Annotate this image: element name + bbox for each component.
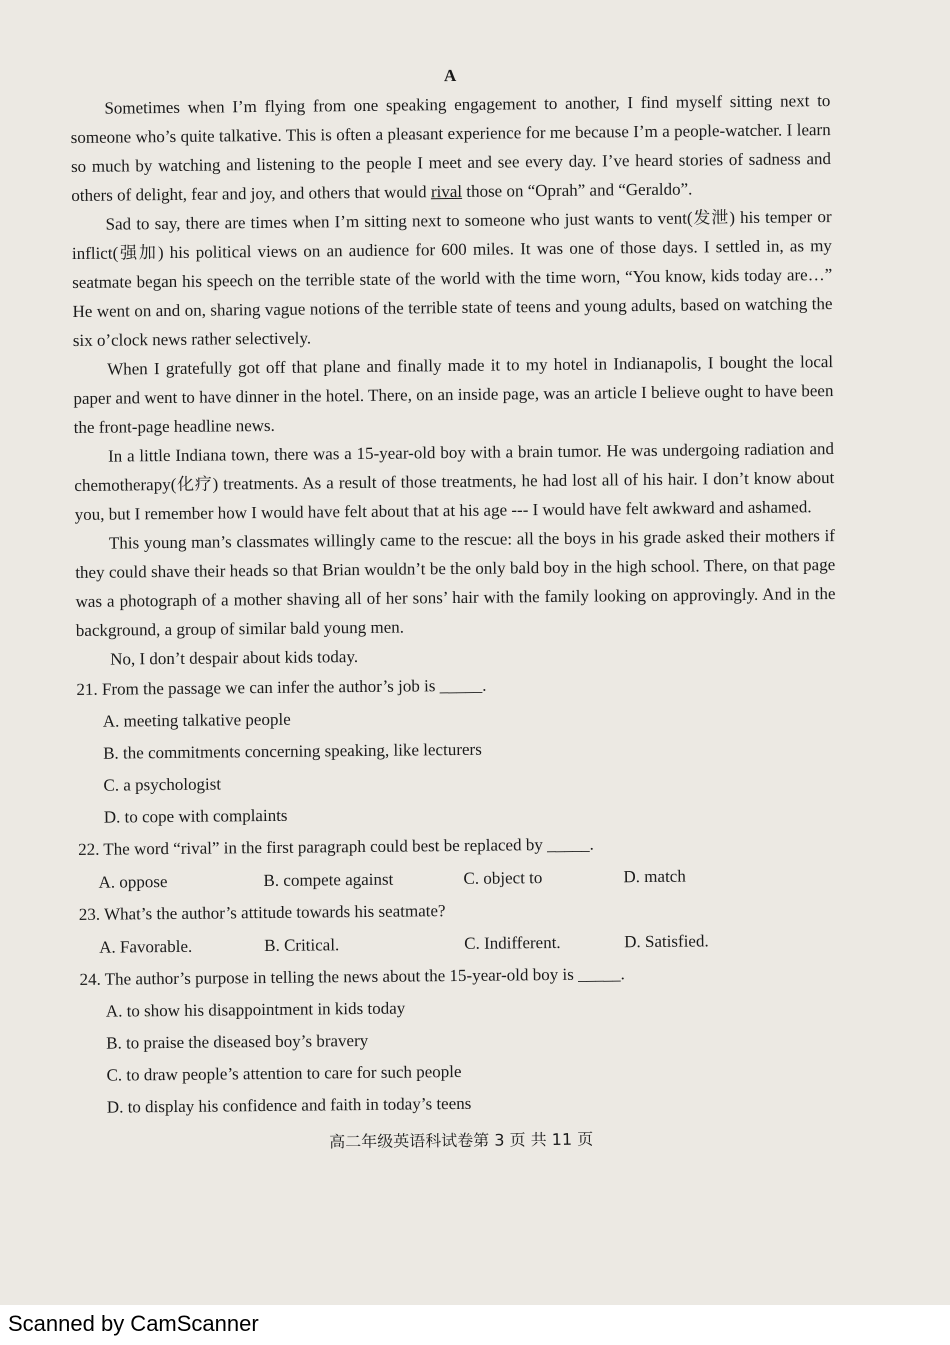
question-22-option-b: B. compete against — [263, 869, 394, 891]
section-title: A — [443, 65, 457, 86]
question-21-option-d: D. to cope with complaints — [103, 805, 288, 827]
paragraph-6: No, I don’t despair about kids today. — [110, 647, 359, 669]
question-22-option-a: A. oppose — [98, 872, 168, 892]
question-23-option-b: B. Critical. — [264, 935, 340, 956]
question-23-option-a: A. Favorable. — [99, 936, 193, 957]
question-21 — [76, 666, 838, 834]
page-footer: 高二年级英语科试卷第 3 页 共 11 页 — [329, 1129, 594, 1152]
paragraph-3: When I gratefully got off that plane and finally made it to my hotel in Indianapolis, I bought the local paper and went to have dinner in the hotel. There, on an inside page, was an article I believe ought to have been the front-page headline news. — [73, 352, 834, 437]
question-23-stem: 23. What’s the author’s attitude towards his seatmate? — [78, 901, 446, 924]
paragraph-1-text: Sometimes when I’m flying from one speaking engagement to another, I find myself sitting next to someone who’s quite talkative. This is often a pleasant experience for me because I’m a people-watcher. I learn so much by watching and listening to the people I meet and see every day. I’ve heard stories of sadness and others of delight, fear and joy, and others that would — [70, 91, 832, 205]
paragraph-4: In a little Indiana town, there was a 15-year-old boy with a brain tumor. He was undergoing radiation and chemotherapy(化疗) treatments. As a result of those treatments, he had lost all of his hair. I don’t know about you, but I remember how I would have felt about that at his age --- I would have felt awkward and ashamed. — [74, 439, 835, 524]
question-24 — [79, 956, 841, 1124]
question-21-option-b: B. the commitments concerning speaking, like lecturers — [103, 739, 482, 763]
question-23 — [79, 891, 840, 964]
paragraph-5: This young man’s classmates willingly came to the rescue: all the boys in his grade asked their mothers if they could shave their heads so that Brian wouldn’t be the only bald boy in the high school. There, on that page was a photograph of a mother shaving all of her sons’ hair with the family looking on approvingly. And in the background, a group of similar bald young men. — [75, 526, 836, 640]
exam-page — [70, 62, 841, 1155]
question-22-option-c: C. object to — [463, 868, 543, 888]
question-24-stem: 24. The author’s purpose in telling the news about the 15-year-old boy is _____. — [79, 964, 625, 989]
paragraph-1-text-end: those on “Oprah” and “Geraldo”. — [461, 179, 693, 201]
question-22 — [78, 826, 839, 899]
question-21-stem: 21. From the passage we can infer the author’s job is _____. — [76, 675, 487, 699]
paragraph-2: Sad to say, there are times when I’m sitting next to someone who just wants to vent(发泄) his temper or inflict(强加) his political views on an audience for 600 miles. It was one of those days. I settled in, as my seatmate began his speech on the terrible state of the world with the time worn, “You know, kids today are…” He went on and on, sharing vague notions of the terrible state of teens and young adults, based on watching the six o’clock news rather selectively. — [71, 207, 833, 350]
question-23-option-c: C. Indifferent. — [464, 932, 561, 953]
question-22-stem: 22. The word “rival” in the first paragraph could best be replaced by _____. — [78, 834, 594, 859]
watermark-text: Scanned by CamScanner — [8, 1311, 259, 1336]
question-23-option-d: D. Satisfied. — [624, 931, 709, 952]
question-21-option-c: C. a psychologist — [103, 774, 222, 795]
question-22-option-d: D. match — [623, 866, 686, 887]
paragraph-1 — [70, 86, 831, 210]
underlined-word-rival: rival — [430, 181, 463, 202]
question-24-option-c: C. to draw people’s attention to care for such people — [106, 1061, 462, 1085]
question-21-option-a: A. meeting talkative people — [102, 709, 291, 731]
scanner-watermark — [0, 1305, 950, 1345]
question-24-option-a: A. to show his disappointment in kids today — [105, 998, 406, 1021]
question-24-option-b: B. to praise the diseased boy’s bravery — [106, 1030, 369, 1053]
question-24-option-d: D. to display his confidence and faith in today’s teens — [106, 1093, 472, 1117]
